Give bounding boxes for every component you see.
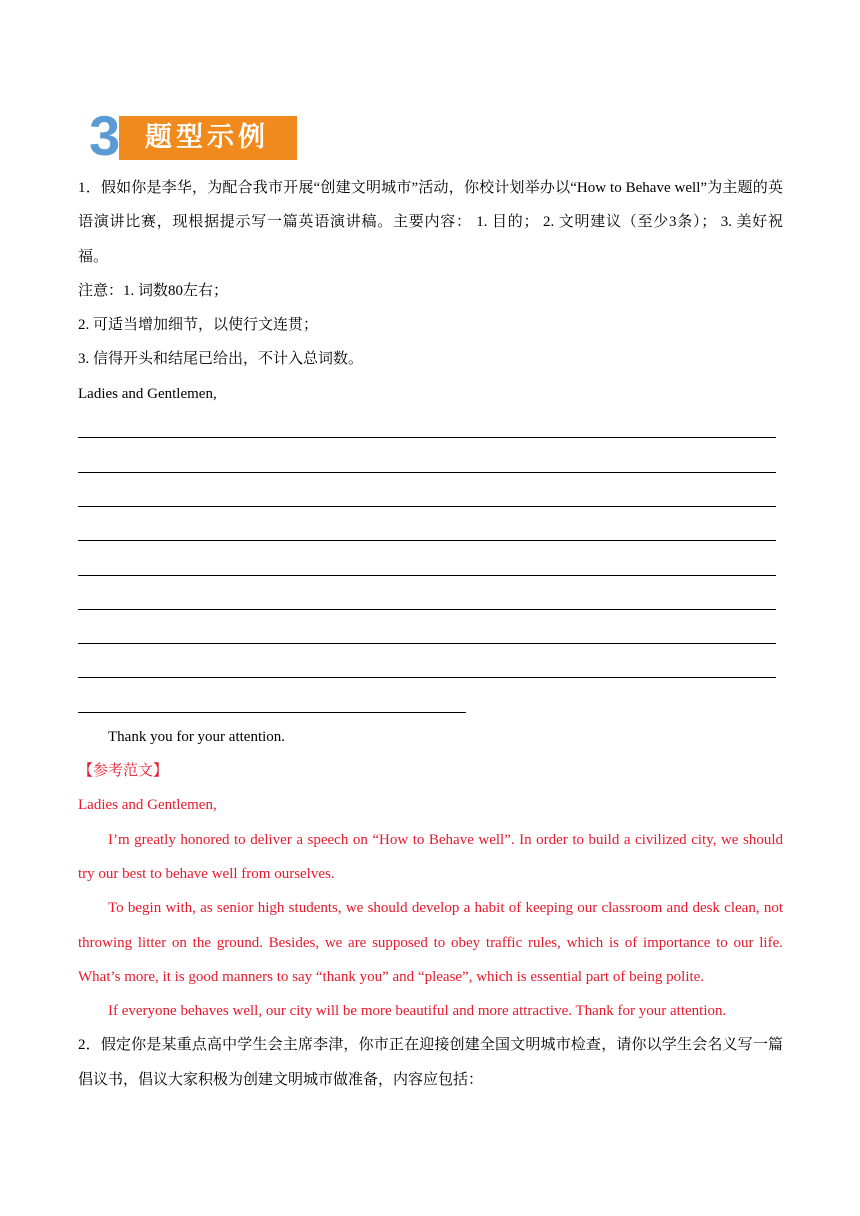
note-line: 3. 信得开头和结尾已给出，不计入总词数。 — [78, 351, 364, 368]
reference-line: If everyone behaves well, our city will be more beautiful and more attractive. Thank for your attention. — [108, 1003, 727, 1020]
answer-line — [78, 617, 783, 651]
answer-line — [78, 445, 783, 479]
speech-closing: Thank you for your attention. — [108, 728, 286, 745]
section-title: 题型示例 — [119, 116, 297, 160]
section-number: 3 — [89, 104, 119, 167]
reference-line: try our best to behave well from ourselves. — [78, 865, 335, 882]
note-line: 注意：1. 词数80左右； — [78, 282, 229, 299]
question-1-line: 语演讲比赛，现根据提示写一篇英语演讲稿。主要内容： 1. 目的； 2. 文明建议（至少3条）； 3. 美好祝 — [78, 214, 783, 231]
answer-line — [78, 480, 783, 514]
reference-line: To begin with, as senior high students, we should develop a habit of keeping our classroom and desk clean, not — [108, 900, 783, 917]
reference-line: throwing litter on the ground. Besides, we are supposed to obey traffic rules, which is of importance to our life. — [78, 934, 783, 951]
answer-line — [78, 583, 783, 617]
answer-line — [78, 685, 783, 719]
section-header — [89, 104, 309, 167]
answer-line — [78, 411, 783, 445]
reference-label: 【参考范文】 — [78, 763, 169, 780]
reference-greeting: Ladies and Gentlemen, — [78, 797, 217, 814]
note-line: 2. 可适当增加细节，以使行文连贯； — [78, 317, 319, 334]
speech-opening: Ladies and Gentlemen, — [78, 385, 217, 402]
answer-line — [78, 514, 783, 548]
answer-line — [78, 548, 783, 582]
document-body — [78, 171, 783, 1097]
question-2-line: 倡议书，倡议大家积极为创建文明城市做准备，内容应包括： — [78, 1071, 484, 1088]
reference-line: What’s more, it is good manners to say “thank you” and “please”, which is essential part of being polite. — [78, 968, 705, 985]
question-1-line: 福。 — [78, 248, 109, 265]
question-2-line: 2．假定你是某重点高中学生会主席李津，你市正在迎接创建全国文明城市检查，请你以学生会名义写一篇 — [78, 1037, 783, 1054]
reference-line: I’m greatly honored to deliver a speech on “How to Behave well”. In order to build a civilized city, we should — [108, 831, 783, 848]
question-1-line: 1．假如你是李华，为配合我市开展“创建文明城市”活动，你校计划举办以“How to Behave well”为主题的英 — [78, 180, 783, 196]
answer-line — [78, 651, 783, 685]
